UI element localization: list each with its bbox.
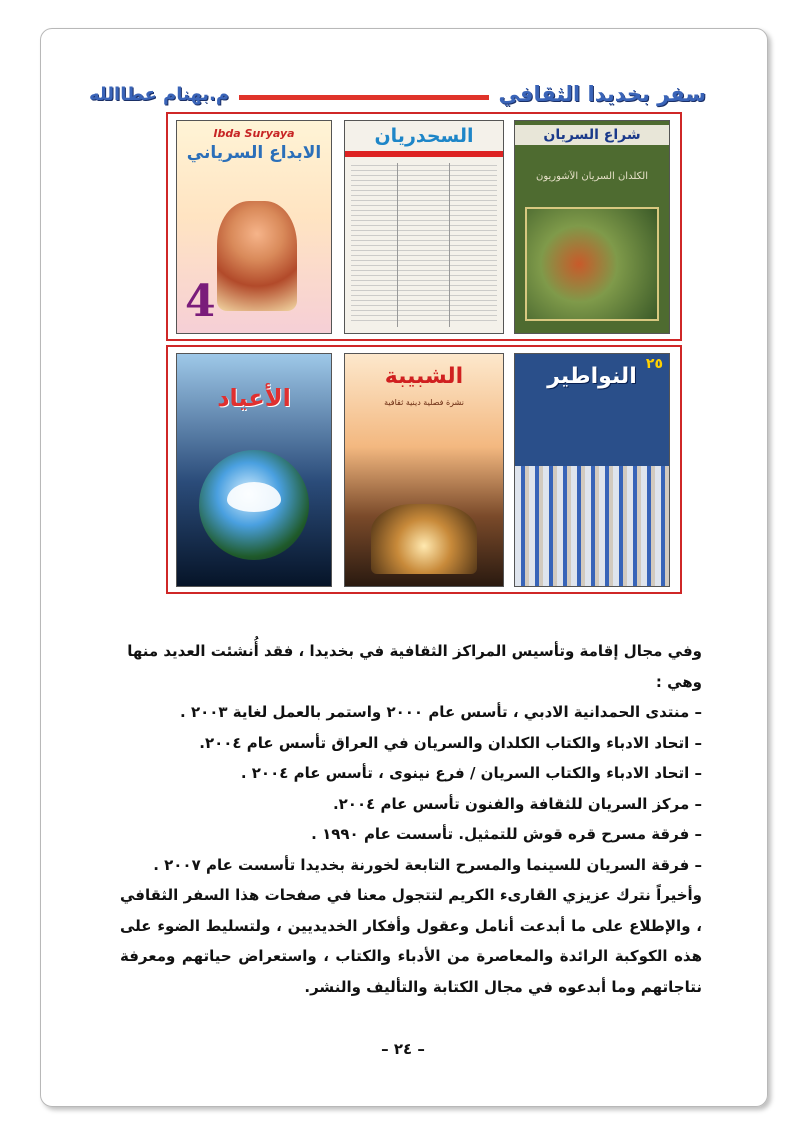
column-divider: [397, 163, 398, 327]
cover-title: النواطير: [547, 364, 637, 389]
issue-number: 4: [185, 276, 216, 327]
cover-latin-title: Ibda Suryaya: [213, 127, 295, 140]
cover-title: السحدريان: [374, 125, 474, 147]
cover-shira-suryan: [514, 120, 670, 334]
dove-artwork: [227, 482, 281, 512]
cover-subtitle: نشرة فصلية دينية ثقافية: [384, 398, 464, 407]
cover-ibda-suryaya: [176, 120, 332, 334]
cover-title: الابداع السرياني: [186, 143, 322, 163]
cover-newspaper: [344, 120, 504, 334]
newspaper-columns: [351, 165, 497, 325]
cover-artwork: [525, 207, 659, 321]
nativity-scene: [371, 504, 477, 574]
column-divider: [449, 163, 450, 327]
book-title: سفر بخديدا الثقافي: [489, 82, 710, 106]
closing-paragraph: وأخيراً نترك عزيزي القارىء الكريم لتتجول معنا في صفحات هذا السفر الثقافي ، والإطلاع على ما أبدعت أنامل وعقول وأفكار الخديديين ، ولتسليط الضوء على هذه الكوكبة الرائدة والمعاصرة من الأدباء والكتاب ، واستعراض حياتهم ومعرفة نتاجاتهم وما أبدعوه في مجال الكتابة والتأليف والنشر.: [120, 886, 702, 996]
cover-subtitle: الكلدان السريان الآشوريون: [536, 171, 648, 182]
group-photo: [515, 466, 669, 586]
list-item: – اتحاد الادباء والكتاب الكلدان والسريان في العراق تأسس عام ٢٠٠٤.: [199, 733, 702, 752]
page-header: [85, 82, 710, 108]
list-item: – فرقة مسرح قره قوش للتمثيل. تأسست عام ١٩٩٠ .: [311, 825, 702, 843]
page-number: – ٢٤ –: [381, 1040, 425, 1058]
list-item: – مركز السريان للثقافة والفنون تأسس عام ٢٠٠٤.: [332, 794, 702, 813]
magazine-covers-top: [166, 112, 682, 341]
cover-title: شراع السريان: [515, 125, 669, 145]
masthead-bar: [345, 151, 503, 157]
cover-title: الأعياد: [217, 384, 291, 412]
list-item: – اتحاد الادباء والكتاب السريان / فرع نينوى ، تأسس عام ٢٠٠٤ .: [240, 764, 702, 782]
cover-artwork: [217, 201, 297, 311]
magazine-covers-bottom: [166, 345, 682, 594]
issue-number: ٢٥: [645, 356, 663, 372]
list-item: – فرقة السريان للسينما والمسرح التابعة لخورنة بخديدا تأسست عام ٢٠٠٧ .: [153, 855, 702, 874]
cover-shabiba: [344, 353, 504, 587]
cover-title: الشبيبة: [384, 364, 464, 389]
cover-aayad: [176, 353, 332, 587]
body-text: [120, 636, 702, 1002]
intro-paragraph: وفي مجال إقامة وتأسيس المراكز الثقافية في بخديدا ، فقد أُنشئت العديد منها وهي :: [127, 642, 702, 691]
list-item: – منتدى الحمدانية الادبي ، تأسس عام ٢٠٠٠ واستمر بالعمل لغاية ٢٠٠٣ .: [180, 703, 702, 721]
author-name: م.بهنام عطاالله: [85, 84, 239, 105]
cover-nawatir: [514, 353, 670, 587]
